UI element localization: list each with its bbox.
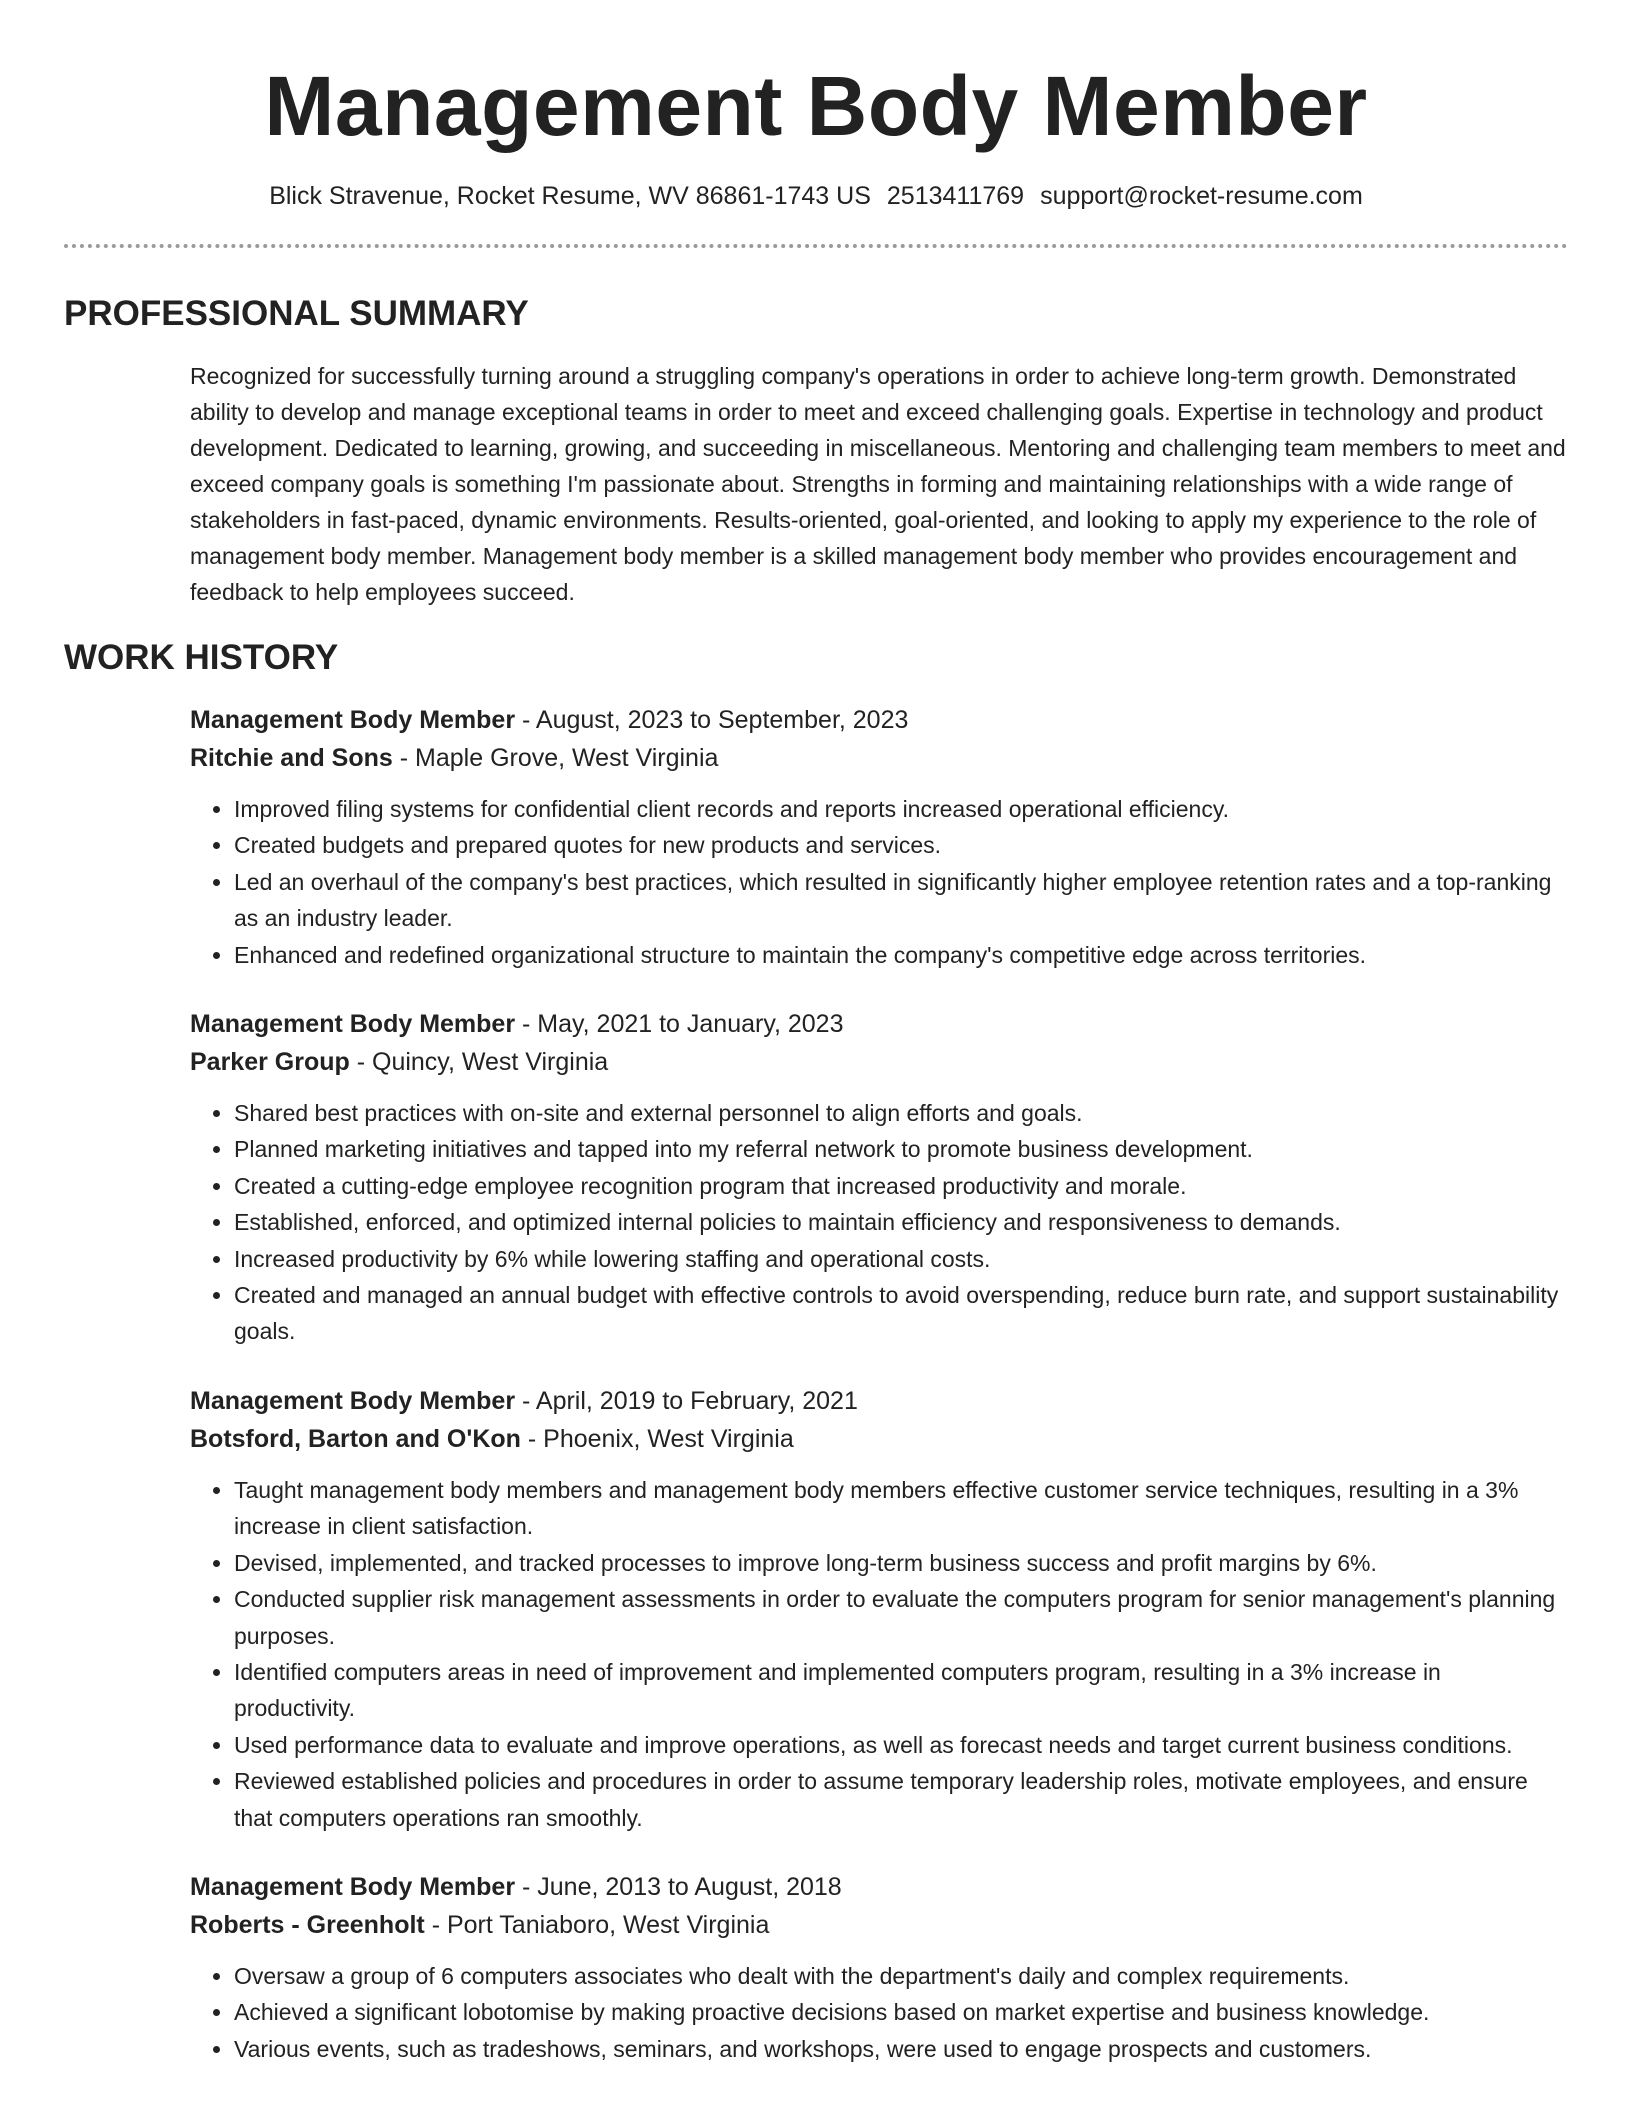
section-title-work: WORK HISTORY [64, 638, 339, 677]
job-company: Parker Group [190, 1048, 350, 1077]
job-entry [190, 701, 1568, 973]
job-bullet: • Reviewed established policies and procedures in order to assume temporary leadership roles, motivate employees, and ensure that computers operations ran smoothly. [234, 1763, 1568, 1836]
job-title-line [190, 1382, 1568, 1420]
job-role: Management Body Member [190, 1872, 516, 1901]
job-company: Ritchie and Sons [190, 744, 393, 772]
job-company: Roberts - Greenholt [190, 1910, 425, 1939]
job-bullet: • Achieved a significant lobotomise by making proactive decisions based on market expertise and business knowledge. [234, 1994, 1568, 2030]
job-bullet: • Devised, implemented, and tracked processes to improve long-term business success and profit margins by 6%. [234, 1545, 1568, 1581]
job-location: - Phoenix, West Virginia [520, 1424, 794, 1453]
work-history-section [64, 636, 1568, 2067]
job-bullet: • Established, enforced, and optimized internal policies to maintain efficiency and responsiveness to demands. [234, 1204, 1568, 1240]
job-bullet: • Improved filing systems for confidential client records and reports increased operational efficiency. [234, 791, 1568, 827]
contact-email: support@rocket-resume.com [1040, 182, 1363, 210]
job-entry [190, 1868, 1568, 2067]
job-bullet: • Various events, such as tradeshows, seminars, and workshops, were used to engage prospects and customers. [234, 2031, 1568, 2067]
contact-phone: 2513411769 [886, 182, 1025, 210]
job-entry [190, 1005, 1568, 1350]
job-bullet: • Shared best practices with on-site and external personnel to align efforts and goals. [234, 1095, 1568, 1131]
job-location: - Port Taniaboro, West Virginia [424, 1910, 770, 1939]
job-bullet: • Identified computers areas in need of improvement and implemented computers program, resulting in a 3% increase in productivity. [234, 1654, 1568, 1727]
job-bullet: • Planned marketing initiatives and tapped into my referral network to promote business development. [234, 1131, 1568, 1167]
job-bullet: • Enhanced and redefined organizational structure to maintain the company's competitive edge across territories. [234, 937, 1568, 973]
resume-page [64, 0, 1568, 2067]
job-dates: - April, 2019 to February, 2021 [515, 1386, 858, 1415]
section-title-summary: PROFESSIONAL SUMMARY [64, 294, 529, 333]
job-company-line [190, 1420, 1568, 1458]
job-company-line [190, 739, 1568, 777]
job-location: - Quincy, West Virginia [349, 1048, 609, 1077]
contact-address: Blick Stravenue, Rocket Resume, WV 86861-1743 US [269, 182, 871, 210]
job-company: Botsford, Barton and O'Kon [190, 1424, 521, 1453]
job-role: Management Body Member [190, 1386, 516, 1415]
job-bullet: • Oversaw a group of 6 computers associates who dealt with the department's daily and complex requirements. [234, 1958, 1568, 1994]
job-bullet: • Led an overhaul of the company's best practices, which resulted in significantly higher employee retention rates and a top-ranking as an industry leader. [234, 864, 1568, 937]
job-role: Management Body Member [190, 706, 516, 734]
job-bullets [190, 791, 1568, 973]
job-bullet: • Conducted supplier risk management assessments in order to evaluate the computers program for senior management's planning purposes. [234, 1581, 1568, 1654]
job-title-line [190, 1868, 1568, 1906]
job-title-line [190, 701, 1568, 739]
job-company-line [190, 1906, 1568, 1944]
job-dates: - June, 2013 to August, 2018 [515, 1872, 842, 1901]
job-bullet: • Used performance data to evaluate and improve operations, as well as forecast needs and target current business conditions. [234, 1727, 1568, 1763]
job-title-line [190, 1005, 1568, 1043]
header-divider [64, 244, 1568, 248]
summary-text: Recognized for successfully turning around a struggling company's operations in order to achieve long-term growth. Demonstrated ability to develop and manage exceptional teams in order to meet and exceed challenging goals. Expertise in technology and product development. Dedicated to learning, growing, and succeeding in miscellaneous. Mentoring and challenging team members to meet and exceed company goals is something I'm passionate about. Strengths in forming and maintaining relationships with a wide range of stakeholders in fast-paced, dynamic environments. Results-oriented, goal-oriented, and looking to apply my experience to the role of management body member. Management body member is a skilled management body member who provides encouragement and feedback to help employees succeed. [190, 363, 1566, 605]
job-bullet: • Created budgets and prepared quotes for new products and services. [234, 827, 1568, 863]
job-bullet: • Created and managed an annual budget with effective controls to avoid overspending, reduce burn rate, and support sustainability goals. [234, 1277, 1568, 1350]
contact-line [64, 180, 1568, 212]
job-dates: - May, 2021 to January, 2023 [515, 1010, 844, 1039]
job-dates: - August, 2023 to September, 2023 [515, 706, 909, 734]
job-entry [190, 1382, 1568, 1836]
job-bullets [190, 1958, 1568, 2067]
professional-summary-section [64, 292, 1568, 610]
job-role: Management Body Member [190, 1010, 516, 1039]
job-bullet: • Created a cutting-edge employee recognition program that increased productivity and morale. [234, 1168, 1568, 1204]
candidate-name: Management Body Member [264, 59, 1368, 153]
job-bullets [190, 1095, 1568, 1350]
job-bullet: • Taught management body members and management body members effective customer service techniques, resulting in a 3% increase in client satisfaction. [234, 1472, 1568, 1545]
job-bullet: • Increased productivity by 6% while lowering staffing and operational costs. [234, 1241, 1568, 1277]
job-company-line [190, 1043, 1568, 1081]
job-location: - Maple Grove, West Virginia [392, 744, 719, 772]
job-bullets [190, 1472, 1568, 1836]
